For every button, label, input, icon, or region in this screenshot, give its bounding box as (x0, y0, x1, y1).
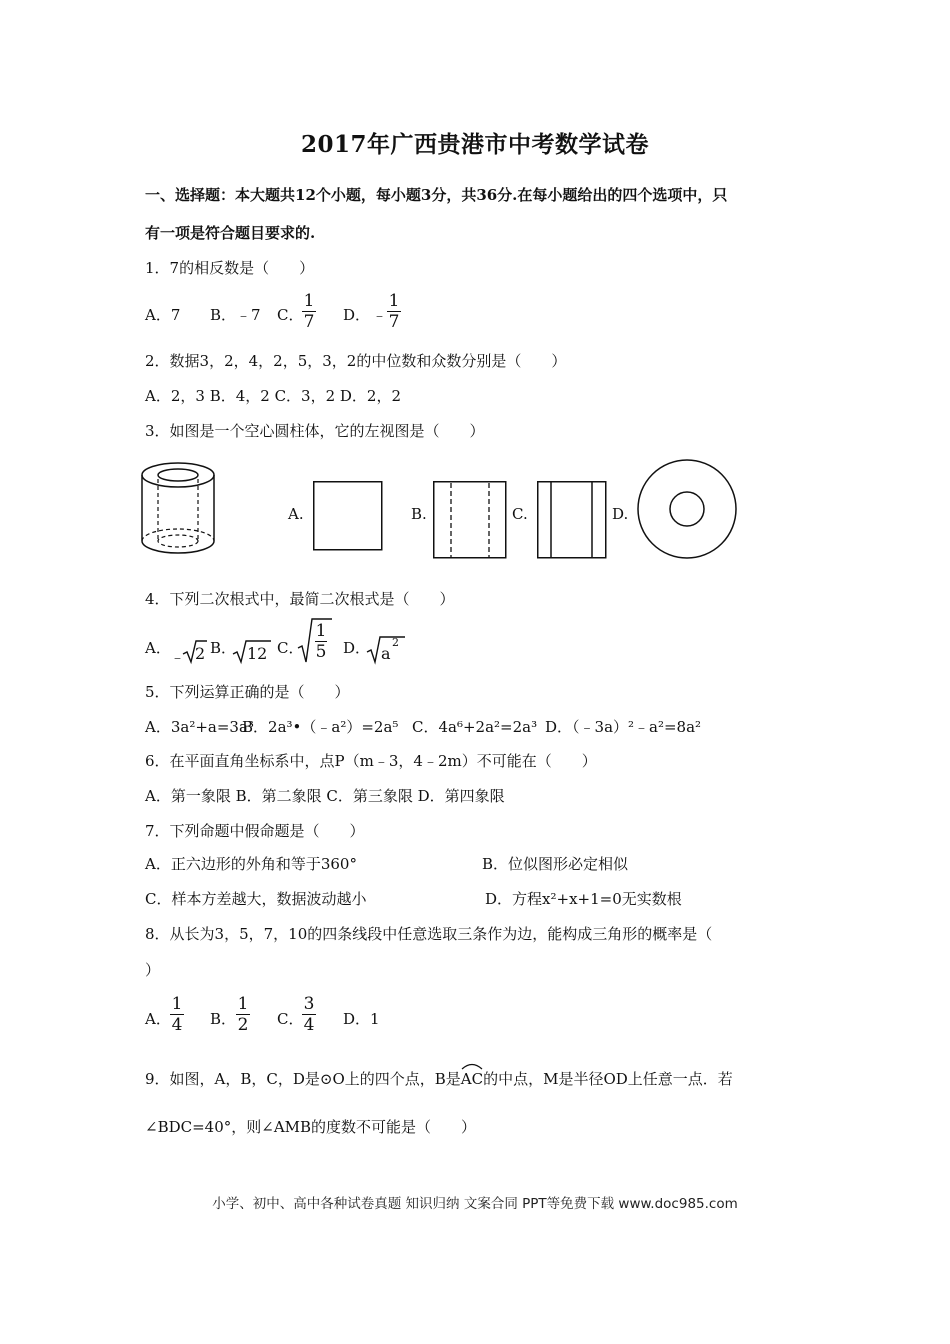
q9-arc-ac (461, 1070, 483, 1088)
q3-option-c-solid-view (537, 481, 607, 559)
fraction-denominator: 7 (303, 312, 315, 332)
q3-option-a-label: A. (288, 505, 304, 523)
q7-option-a: A．正六边形的外角和等于360° (145, 855, 357, 873)
q8-option-a-fraction (170, 995, 184, 1034)
q8-option-d: D．1 (343, 1010, 380, 1028)
q4-option-b-radicand: 12 (247, 644, 268, 663)
q4-option-c-label: C． (277, 639, 304, 657)
q3-option-c-label: C. (512, 505, 528, 523)
fraction-numerator: 1 (388, 291, 400, 311)
q9-line1-pre: 9．如图，A，B，C，D是⊙O上的四个点，B是 (145, 1070, 461, 1088)
q3-option-d-ring (636, 458, 738, 560)
fraction-denominator: 7 (388, 312, 400, 332)
q8-option-b-label: B． (210, 1010, 237, 1028)
q2-options: A．2，3 B．4，2 C．3，2 D．2，2 (145, 387, 402, 405)
q8-stem-end: ） (145, 961, 161, 979)
q8-option-b-fraction (236, 995, 250, 1034)
q3-option-b-dashed-view (433, 481, 507, 559)
q7-stem: 7．下列命题中假命题是（ ） (145, 822, 365, 840)
q4-option-d-label: D． (343, 639, 371, 657)
q5-option-c: C．4a⁶+2a²=2a³ (412, 718, 538, 736)
q9-line1 (145, 1068, 733, 1089)
q5-option-a: A．3a²+a=3a³ (145, 718, 254, 736)
fraction-denominator: 5 (315, 642, 327, 662)
fraction-denominator: 4 (303, 1015, 315, 1035)
q9-line2: ∠BDC=40°，则∠AMB的度数不可能是（ ） (145, 1118, 477, 1136)
hollow-cylinder-figure (135, 458, 225, 558)
q4-option-c-fraction (315, 622, 327, 661)
page-footer: 小学、初中、高中各种试卷真题 知识归纳 文案合同 PPT等免费下载 www.doc985.com (212, 1196, 738, 1212)
section-heading-line1: 一、选择题：本大题共12个小题，每小题3分，共36分.在每小题给出的四个选项中，只 (145, 186, 728, 204)
fraction-numerator: 1 (171, 994, 183, 1014)
fraction-numerator: 1 (315, 621, 327, 641)
q3-option-a-square (313, 481, 383, 551)
section-heading-line2: 有一项是符合题目要求的. (145, 224, 316, 242)
q6-stem: 6．在平面直角坐标系中，点P（m﹣3，4﹣2m）不可能在（ ） (145, 752, 597, 770)
q6-options: A．第一象限 B．第二象限 C．第三象限 D．第四象限 (145, 787, 505, 805)
q8-option-a-label: A． (145, 1010, 171, 1028)
q5-option-b: B．2a³•（﹣a²）=2a⁵ (242, 718, 399, 736)
q4-stem: 4．下列二次根式中，最简二次根式是（ ） (145, 590, 455, 608)
q7-option-c: C．样本方差越大，数据波动越小 (145, 890, 367, 908)
fraction-numerator: 1 (237, 994, 249, 1014)
fraction-numerator: 1 (303, 291, 315, 311)
q3-stem: 3．如图是一个空心圆柱体，它的左视图是（ ） (145, 422, 485, 440)
q4-option-a-label: A． (145, 639, 171, 657)
q5-stem: 5．下列运算正确的是（ ） (145, 683, 350, 701)
q5-option-d: D．（﹣3a）²﹣a²=8a² (545, 718, 702, 736)
q4-option-d-exponent: 2 (392, 636, 399, 649)
q4-option-d-radicand: a (381, 644, 391, 663)
q3-option-b-label: B. (411, 505, 427, 523)
arc-icon (461, 1062, 483, 1070)
q9-line1-post: 的中点，M是半径OD上任意一点．若 (483, 1070, 733, 1088)
q8-stem: 8．从长为3，5，7，10的四条线段中任意选取三条作为边，能构成三角形的概率是（ (145, 925, 713, 943)
fraction-numerator: 3 (303, 994, 315, 1014)
q1-stem: 1．7的相反数是（ ） (145, 259, 315, 277)
q1-option-d-sign: ﹣ (372, 306, 388, 324)
q4-option-a-sign: ﹣ (170, 648, 186, 666)
page-title: 2017年广西贵港市中考数学试卷 (300, 131, 649, 158)
q7-option-b: B．位似图形必定相似 (482, 855, 629, 873)
q4-option-a-radicand: 2 (195, 644, 206, 663)
q8-option-c-fraction (302, 995, 316, 1034)
q3-option-d-label: D. (612, 505, 629, 523)
q9-arc-label: AC (460, 1070, 484, 1088)
q1-option-a: A．7 (145, 306, 181, 324)
q2-stem: 2．数据3，2，4，2，5，3，2的中位数和众数分别是（ ） (145, 352, 567, 370)
fraction-denominator: 2 (237, 1015, 249, 1035)
q8-option-c-label: C． (277, 1010, 304, 1028)
q1-option-c-fraction (302, 292, 316, 331)
q1-option-d-label: D． (343, 306, 371, 324)
q7-option-d: D．方程x²+x+1=0无实数根 (485, 890, 682, 908)
q1-option-b: B．﹣7 (210, 306, 261, 324)
fraction-denominator: 4 (171, 1015, 183, 1035)
q4-option-b-label: B． (210, 639, 237, 657)
q1-option-c-label: C． (277, 306, 304, 324)
q1-option-d-fraction (387, 292, 401, 331)
